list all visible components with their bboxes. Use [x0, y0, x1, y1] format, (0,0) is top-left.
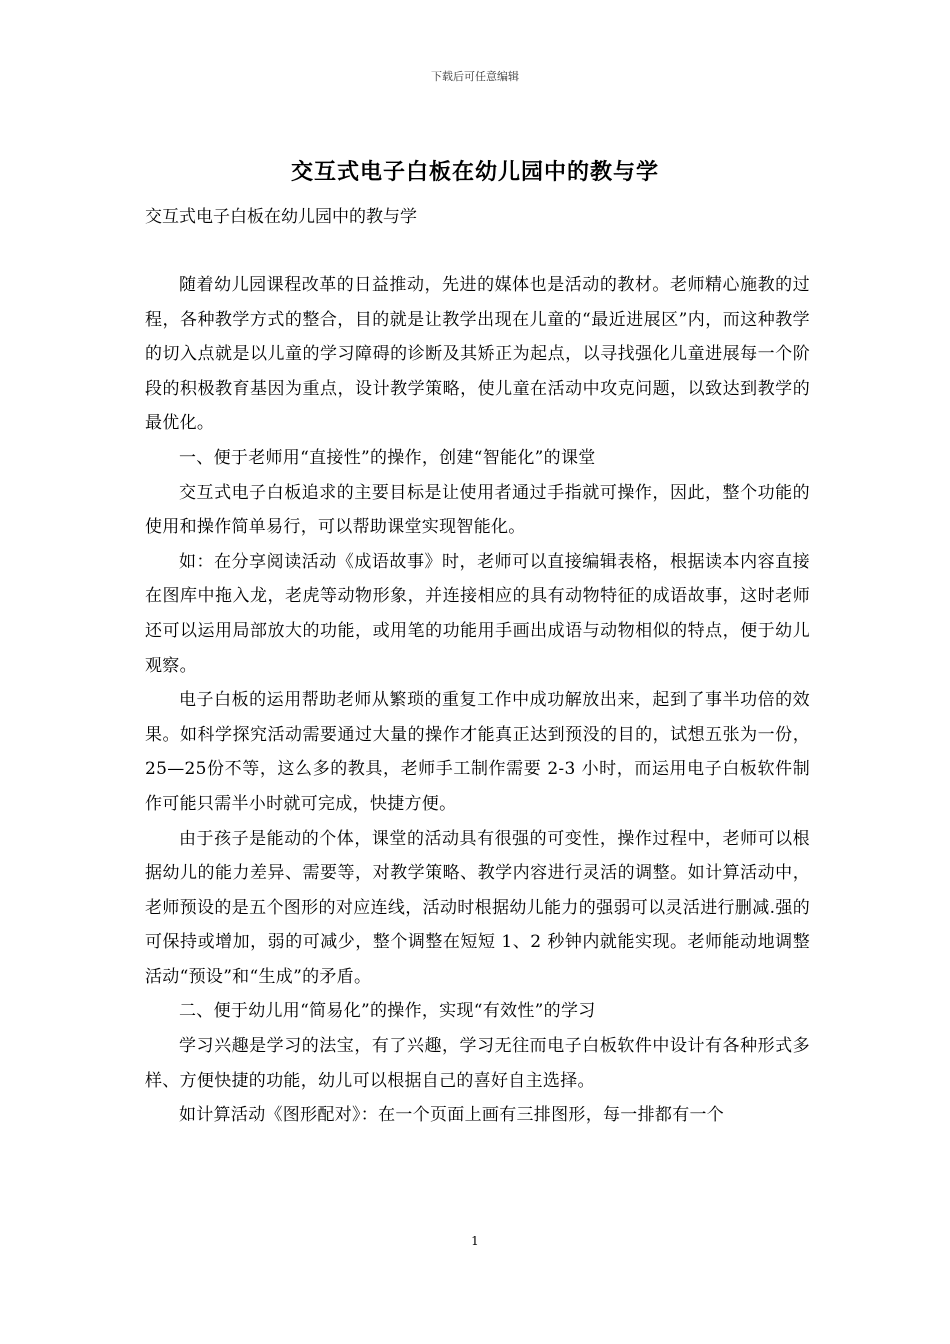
document-subtitle: 交互式电子白板在幼儿园中的教与学	[145, 207, 417, 227]
page-number: 1	[471, 1234, 479, 1248]
paragraph: 如：在分享阅读活动《成语故事》时，老师可以直接编辑表格，根据读本内容直接在图库中拖入龙，老虎等动物形象，并连接相应的具有动物特征的成语故事，这时老师还可以运用局部放大的功能，或用笔的功能用手画出成语与动物相似的特点，便于幼儿观察。	[145, 551, 810, 676]
section-heading: 一、便于老师用“直接性”的操作，创建“智能化”的课堂	[179, 447, 596, 468]
paragraph: 随着幼儿园课程改革的日益推动，先进的媒体也是活动的教材。老师精心施教的过程，各种教学方式的整合，目的就是让教学出现在儿童的“最近进展区”内，而这种教学的切入点就是以儿童的学习障碍的诊断及其矫正为起点，以寻找强化儿童进展每一个阶段的积极教育基因为重点，设计教学策略，使儿童在活动中攻克问题，以致达到教学的最优化。	[145, 275, 810, 434]
document-title: 交互式电子白板在幼儿园中的教与学	[290, 159, 659, 185]
section-heading: 二、便于幼儿用“简易化”的操作，实现“有效性”的学习	[179, 1001, 596, 1022]
paragraph: 交互式电子白板追求的主要目标是让使用者通过手指就可操作，因此，整个功能的使用和操作简单易行，可以帮助课堂实现智能化。	[145, 482, 810, 538]
paragraph: 由于孩子是能动的个体，课堂的活动具有很强的可变性，操作过程中，老师可以根据幼儿的能力差异、需要等，对教学策略、教学内容进行灵活的调整。如计算活动中，老师预设的是五个图形的对应连线，活动时根据幼儿能力的强弱可以灵活进行删减.强的可保持或增加，弱的可减少，整个调整在短短 1、2 秒钟内就能实现。老师能动地调整活动“预设”和“生成”的矛盾。	[145, 828, 810, 987]
paragraph: 电子白板的运用帮助老师从繁琐的重复工作中成功解放出来，起到了事半功倍的效果。如科学探究活动需要通过大量的操作才能真正达到预没的目的，试想五张为一份，25—25份不等，这么多的教具，老师手工制作需要 2-3 小时，而运用电子白板软件制作可能只需半小时就可完成，快捷方便。	[145, 690, 810, 814]
document-body	[145, 268, 810, 1133]
paragraph: 学习兴趣是学习的法宝，有了兴趣，学习无往而电子白板软件中设计有各种形式多样、方便快捷的功能，幼儿可以根据自己的喜好自主选择。	[145, 1036, 810, 1091]
paragraph: 如计算活动《图形配对》：在一个页面上画有三排图形，每一排都有一个	[179, 1105, 725, 1126]
header-note: 下载后可任意编辑	[431, 70, 519, 83]
